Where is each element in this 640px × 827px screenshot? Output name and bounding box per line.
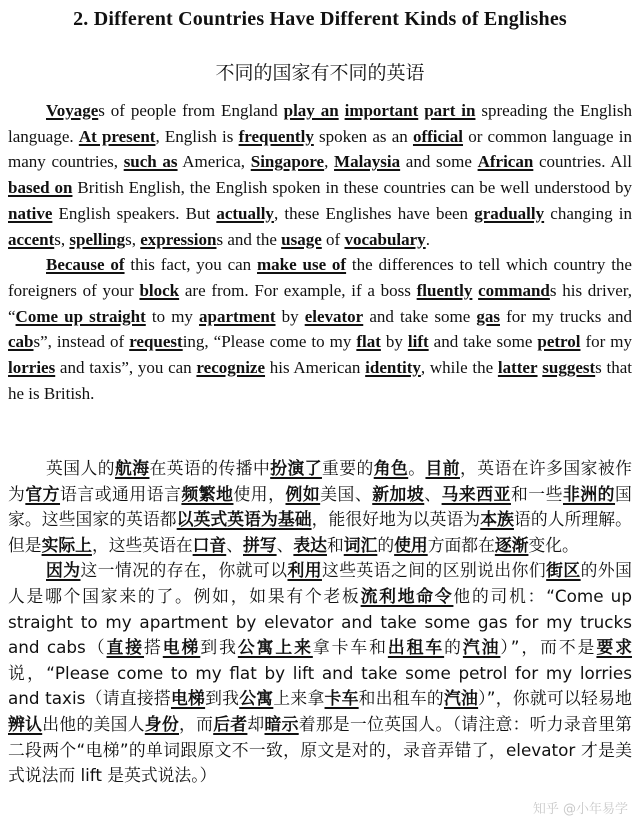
vocabulary-term: 街区 <box>546 560 581 581</box>
vocabulary-term: 词汇 <box>343 534 378 555</box>
vocabulary-term: gas <box>476 306 500 326</box>
passage-text: 搭 <box>144 637 163 658</box>
passage-text: by <box>275 306 305 326</box>
passage-text: spoken as an <box>313 126 413 146</box>
passage-text: , while the <box>420 358 498 378</box>
passage-text: s of people from England <box>98 101 284 120</box>
passage-text: 方面都在 <box>427 534 495 555</box>
vocabulary-term: 非洲的 <box>563 483 616 504</box>
passage-text: 语的人所理解。但是 <box>8 509 632 555</box>
passage-text: for my <box>580 332 633 352</box>
passage-text: 。 <box>408 458 426 478</box>
passage-text: ）”，而不是 <box>500 637 597 658</box>
passage-text: s and the <box>216 229 282 249</box>
passage-text: 拿卡车和 <box>312 637 388 658</box>
vocabulary-term: 以英式英语为基础 <box>176 509 312 530</box>
passage-text: 语言或通用语言 <box>60 483 182 504</box>
passage-text: 的 <box>377 534 395 555</box>
passage-text: 使用， <box>233 483 286 504</box>
vocabulary-term: Because of <box>46 255 125 275</box>
vocabulary-term: 汽油 <box>462 637 501 658</box>
passage-text: 上来拿 <box>273 688 325 709</box>
vocabulary-term: 实际上 <box>41 534 92 555</box>
passage-text: s, <box>54 229 70 249</box>
vocabulary-term: 出租车 <box>387 637 445 658</box>
vocabulary-term: command <box>478 280 550 300</box>
passage-text: or common language in many countries, <box>8 126 633 172</box>
vocabulary-term: suggest <box>542 358 596 378</box>
passage-text: , <box>324 152 335 172</box>
passage-text: ing, “Please come to my <box>182 332 357 352</box>
vocabulary-term: frequently <box>238 126 314 146</box>
passage-text: countries. All <box>533 152 633 172</box>
passage-text: 英国人的 <box>46 458 115 478</box>
vocabulary-term: such as <box>123 152 178 172</box>
passage-text: 到我 <box>205 688 240 709</box>
vocabulary-term: latter <box>497 358 538 378</box>
passage-text: 说，“Please come to my flat by lift and take some petrol for my lorries and taxis（请直接搭 <box>8 662 632 709</box>
passage-text: 在英语的传播中 <box>149 458 271 478</box>
passage-text: . <box>425 229 430 249</box>
passage-text: and take some <box>428 332 538 352</box>
page-subtitle-chinese: 不同的国家有不同的英语 <box>215 62 425 84</box>
vocabulary-term: 例如 <box>285 483 321 504</box>
vocabulary-term: 逐渐 <box>494 534 529 555</box>
vocabulary-term: official <box>412 126 464 146</box>
passage-text: spreading the English language. <box>8 101 633 146</box>
vocabulary-term: lorries <box>8 358 56 378</box>
passage-text: America, <box>177 152 251 172</box>
passage-text: ，英语在许多国家被作为 <box>8 458 632 504</box>
vocabulary-term: gradually <box>474 203 545 223</box>
vocabulary-term: block <box>139 280 180 300</box>
watermark: 知乎 @小年易学 <box>532 802 628 817</box>
vocabulary-term: 航海 <box>114 458 150 478</box>
vocabulary-term: accent <box>8 229 55 249</box>
vocabulary-term: 角色 <box>373 458 409 478</box>
passage-text: 、 <box>226 534 244 555</box>
vocabulary-term: 频繁地 <box>181 483 234 504</box>
passage-text: by <box>380 332 408 352</box>
passage-text: 、 <box>424 483 442 504</box>
vocabulary-term: 使用 <box>394 534 428 555</box>
vocabulary-term: 公寓 <box>239 688 274 709</box>
page-title: 2. Different Countries Have Different Kinds of Englishes <box>73 8 567 30</box>
passage-text: for my trucks and <box>499 306 632 326</box>
vocabulary-term: 辨认 <box>8 713 43 734</box>
vocabulary-term: 汽油 <box>443 688 479 709</box>
vocabulary-term: request <box>129 332 183 352</box>
passage-text: 的外国人是哪个国家来的了。例如，如果有个老板 <box>8 560 632 606</box>
vocabulary-term: cab <box>8 332 34 352</box>
passage-text: 和一些 <box>510 483 563 504</box>
passage-text: changing in <box>544 203 632 223</box>
vocabulary-term: African <box>477 152 534 172</box>
vocabulary-term: 扮演了 <box>270 458 322 478</box>
vocabulary-term: part in <box>424 101 476 120</box>
vocabulary-term: Singapore <box>250 152 325 172</box>
chinese-paragraph-1 <box>8 456 632 558</box>
english-paragraph-1 <box>8 98 632 252</box>
passage-text: of <box>321 229 345 249</box>
passage-text: 重要的 <box>321 458 374 478</box>
vocabulary-term: native <box>8 203 53 223</box>
vocabulary-term: recognize <box>196 358 266 378</box>
vocabulary-term: 目前 <box>425 458 460 478</box>
vocabulary-term: elevator <box>304 306 364 326</box>
passage-text: 和出租车的 <box>358 688 444 709</box>
vocabulary-term: based on <box>8 178 73 198</box>
passage-text: s that he is British. <box>8 358 633 403</box>
vocabulary-term: 身份 <box>144 713 179 734</box>
passage-text: ，而 <box>179 713 214 734</box>
vocabulary-term: spelling <box>69 229 126 249</box>
passage-text: , these Englishes have been <box>273 203 475 223</box>
vocabulary-term: 暗示 <box>264 713 299 734</box>
vocabulary-term: 拼写 <box>243 534 277 555</box>
passage-text: English speakers. But <box>52 203 217 223</box>
passage-text: his American <box>265 358 366 378</box>
passage-text: s his driver, “ <box>8 280 632 326</box>
passage-text: 国家。这些国家的英语都 <box>8 483 632 530</box>
passage-text: this fact, you can <box>124 255 258 275</box>
passage-text: and taxis”, you can <box>55 358 197 378</box>
vocabulary-term: fluently <box>416 280 473 300</box>
vocabulary-term: 要求 <box>596 637 632 658</box>
english-passage <box>8 98 632 406</box>
vocabulary-term: 公寓上来 <box>237 637 313 658</box>
passage-text: 却 <box>247 713 265 734</box>
passage-text: 、 <box>276 534 294 555</box>
chinese-passage <box>8 456 632 789</box>
vocabulary-term: 后者 <box>213 713 248 734</box>
vocabulary-term: actually <box>216 203 274 223</box>
vocabulary-term: petrol <box>537 332 581 352</box>
passage-text: British English, the English spoken in these countries can be well understood by <box>72 178 632 198</box>
vocabulary-term: 电梯 <box>162 637 201 658</box>
vocabulary-term: usage <box>281 229 322 249</box>
vocabulary-term: 流利地命令 <box>360 585 454 606</box>
passage-text: and some <box>400 152 478 172</box>
passage-text: are from. For example, if a boss <box>179 280 417 300</box>
english-paragraph-2 <box>8 252 632 406</box>
passage-text: the differences to tell which country the foreigners of your <box>8 255 632 300</box>
chinese-paragraph-2 <box>8 558 632 788</box>
vocabulary-term: flat <box>356 332 381 352</box>
passage-text: 变化。 <box>528 534 579 555</box>
vocabulary-term: identity <box>365 358 421 378</box>
vocabulary-term: 马来西亚 <box>441 483 511 504</box>
vocabulary-term: important <box>344 101 419 120</box>
passage-text: ，能很好地为以英语为 <box>311 509 481 530</box>
vocabulary-term: Voyage <box>46 101 99 120</box>
vocabulary-term: 直接 <box>106 637 145 658</box>
vocabulary-term: expression <box>140 229 217 249</box>
passage-text: 这一情况的存在，你就可以 <box>80 560 288 581</box>
passage-text: ）”，你就可以轻易地 <box>478 688 632 709</box>
passage-text: , English is <box>155 126 239 146</box>
passage-text: and take some <box>363 306 477 326</box>
vocabulary-term: 新加坡 <box>372 483 425 504</box>
vocabulary-term: At present <box>78 126 156 146</box>
vocabulary-term: Come up straight <box>15 306 146 326</box>
passage-text: 出他的美国人 <box>42 713 145 734</box>
vocabulary-term: 本族 <box>480 509 514 530</box>
passage-text: s, <box>125 229 141 249</box>
vocabulary-term: 表达 <box>293 534 327 555</box>
passage-text: 到我 <box>200 637 238 658</box>
vocabulary-term: 卡车 <box>324 688 359 709</box>
passage-text: 着那是一位英国人。（请注意：听力录音里第二段两个“电梯”的单词跟原文不一致，原文是对的，录音弄错了，elevator 才是美式说法而 lift 是英式说法。） <box>8 713 632 786</box>
passage-text: 美国、 <box>320 483 373 504</box>
vocabulary-term: lift <box>407 332 429 352</box>
passage-text: 他的司机：“Come up straight to my apartment by elevator and take some gas for my trucks and cabs（ <box>8 585 632 658</box>
passage-text: 和 <box>326 534 344 555</box>
passage-text: to my <box>145 306 200 326</box>
vocabulary-term: 利用 <box>287 560 322 581</box>
passage-text: s”, instead of <box>33 332 130 352</box>
passage-text: ，这些英语在 <box>91 534 193 555</box>
vocabulary-term: make use of <box>257 255 347 275</box>
vocabulary-term: 因为 <box>46 560 81 581</box>
vocabulary-term: apartment <box>199 306 276 326</box>
vocabulary-term: 口音 <box>192 534 227 555</box>
passage-text: 这些英语之间的区别说出你们 <box>321 560 547 581</box>
vocabulary-term: Malaysia <box>334 152 401 172</box>
passage-text: 的 <box>444 637 463 658</box>
vocabulary-term: vocabulary <box>344 229 426 249</box>
vocabulary-term: 电梯 <box>170 688 206 709</box>
vocabulary-term: 官方 <box>25 483 61 504</box>
vocabulary-term: play an <box>283 101 339 120</box>
